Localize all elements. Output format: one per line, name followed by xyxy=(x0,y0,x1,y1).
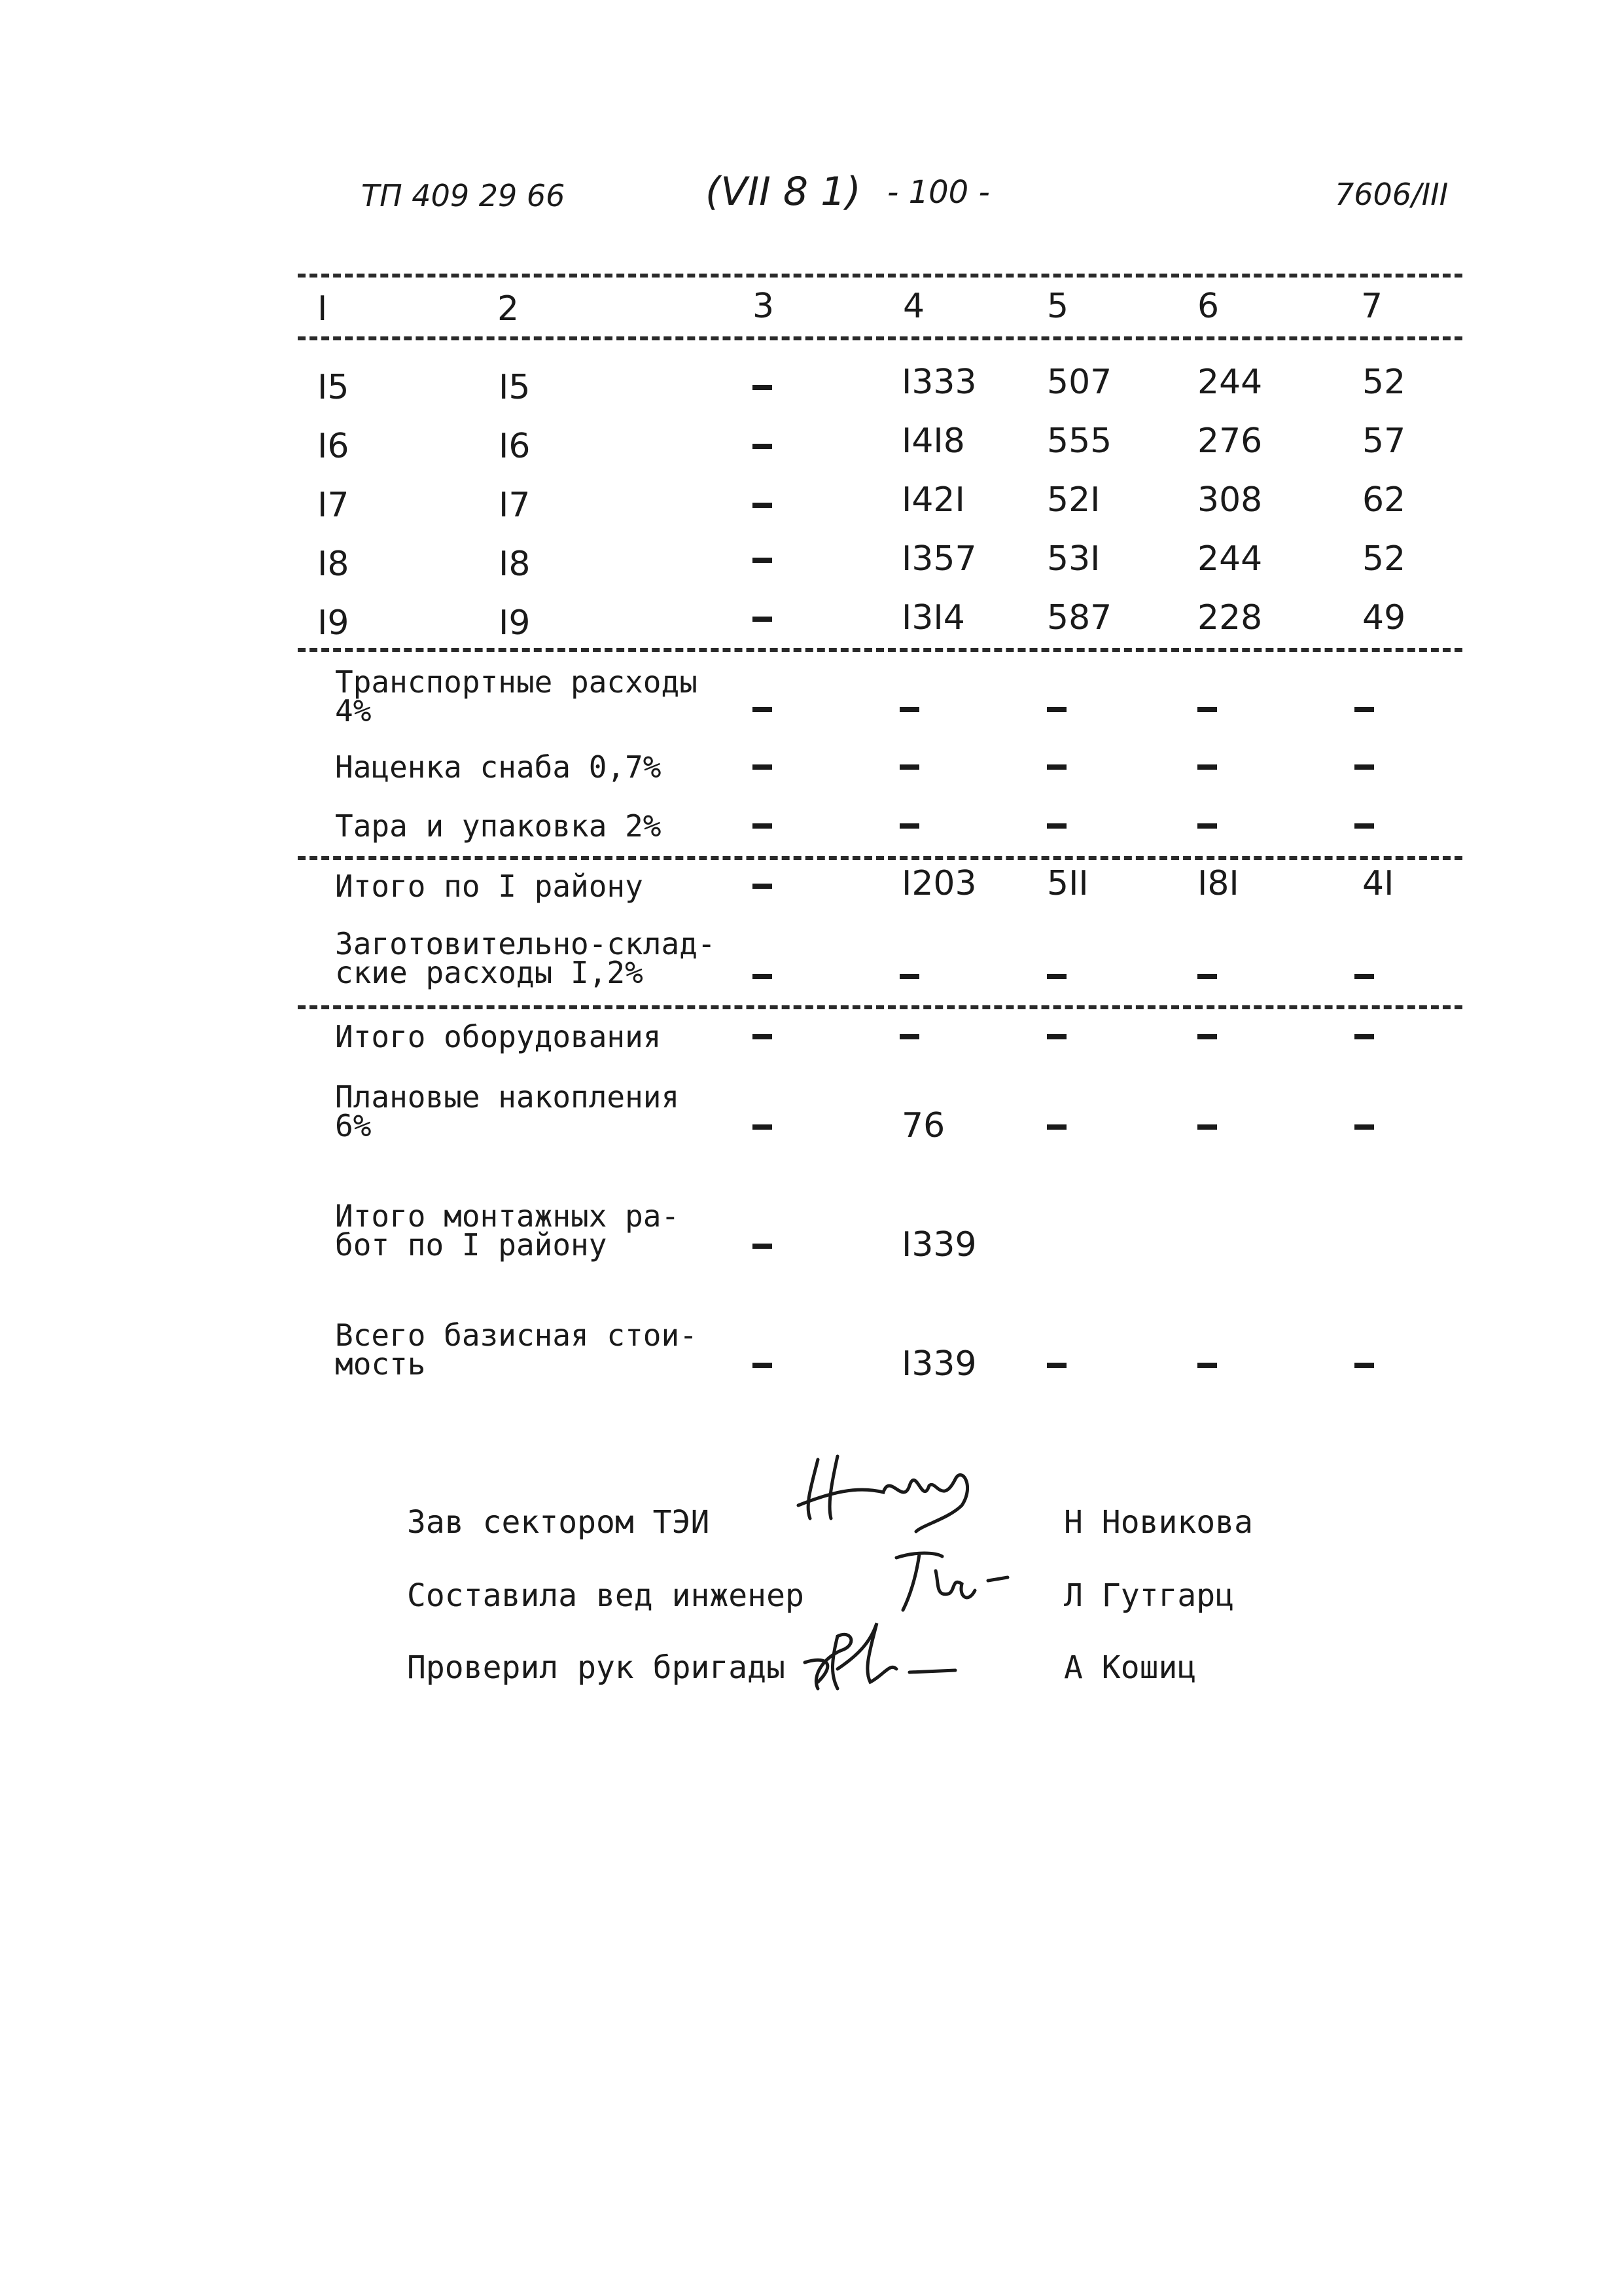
subtotal-rule xyxy=(298,856,1462,860)
cell-c5: 507 xyxy=(1047,363,1112,402)
dash xyxy=(752,707,772,712)
signature-role: Проверил рук бригады xyxy=(407,1649,785,1686)
table-top-rule xyxy=(298,274,1462,278)
dash xyxy=(900,707,919,712)
dash xyxy=(1354,1124,1374,1130)
total-region-c6: I8I xyxy=(1197,864,1239,903)
dash xyxy=(1197,1124,1217,1130)
summary-total-install-label: Итого монтажных ра- бот по I району xyxy=(335,1198,680,1263)
cell-c1: I6 xyxy=(317,427,349,466)
dash xyxy=(1047,974,1067,979)
col-header-7: 7 xyxy=(1361,287,1383,326)
dash xyxy=(1047,764,1067,770)
summary-markup-label: Наценка снаба 0,7% xyxy=(335,749,662,785)
cell-c1: I5 xyxy=(317,368,349,407)
dash xyxy=(1354,764,1374,770)
col-header-2: 2 xyxy=(497,289,520,329)
dash xyxy=(1197,707,1217,712)
dash xyxy=(752,823,772,829)
cell-c3-dash xyxy=(752,503,772,508)
cell-c2: I9 xyxy=(499,603,531,643)
handwritten-signature-icon xyxy=(798,1617,968,1702)
dash xyxy=(752,1124,772,1130)
dash xyxy=(1197,823,1217,829)
cell-c4: I333 xyxy=(902,363,977,402)
dash xyxy=(1354,707,1374,712)
handwritten-signature-icon xyxy=(792,1446,988,1538)
signature-name: А Кошиц xyxy=(1064,1649,1197,1686)
dash xyxy=(900,1034,919,1039)
dash xyxy=(752,1244,772,1249)
summary-planned-label: Плановые накопления 6% xyxy=(335,1079,680,1143)
col-header-5: 5 xyxy=(1047,287,1069,326)
cell-c7: 57 xyxy=(1362,422,1406,461)
dash xyxy=(1047,1034,1067,1039)
dash xyxy=(752,1034,772,1039)
total-region-c5: 5II xyxy=(1047,864,1089,903)
summary-transport-label: Транспортные расходы 4% xyxy=(335,664,697,728)
cell-c6: 276 xyxy=(1197,422,1263,461)
dash xyxy=(752,884,772,889)
cell-c2: I6 xyxy=(499,427,531,466)
dash xyxy=(752,974,772,979)
cell-c5: 587 xyxy=(1047,598,1112,637)
cell-c5: 52I xyxy=(1047,480,1101,520)
cell-c4: I357 xyxy=(902,539,977,579)
summary-procurement-label: Заготовительно-склад- ские расходы I,2% xyxy=(335,926,716,990)
handwritten-signature-icon xyxy=(890,1545,1021,1623)
col-header-6: 6 xyxy=(1197,287,1220,326)
cell-c2: I5 xyxy=(499,368,531,407)
equipment-rule xyxy=(298,1005,1462,1009)
rows-bottom-rule xyxy=(298,648,1462,652)
dash xyxy=(900,764,919,770)
summary-packing-label: Тара и упаковка 2% xyxy=(335,808,662,844)
cell-c7: 52 xyxy=(1362,363,1406,402)
total-region-c4: I203 xyxy=(902,864,977,903)
col-header-3: 3 xyxy=(752,287,775,326)
cell-c4: I4I8 xyxy=(902,422,965,461)
cell-c3-dash xyxy=(752,385,772,390)
planned-c4: 76 xyxy=(902,1106,945,1145)
summary-total-equipment-label: Итого оборудования xyxy=(335,1019,662,1054)
col-header-1: I xyxy=(317,289,328,329)
total-install-c4: I339 xyxy=(902,1225,977,1265)
dash xyxy=(752,764,772,770)
dash xyxy=(1197,1363,1217,1368)
header-rule xyxy=(298,336,1462,340)
cell-c7: 62 xyxy=(1362,480,1406,520)
dash xyxy=(1197,764,1217,770)
dash xyxy=(1354,823,1374,829)
document-code: ТП 409 29 66 xyxy=(361,178,565,213)
sheet-reference: (VII 8 1) xyxy=(705,169,861,215)
cell-c4: I42I xyxy=(902,480,965,520)
cell-c5: 555 xyxy=(1047,422,1112,461)
page-number: - 100 - xyxy=(887,174,990,211)
cell-c2: I7 xyxy=(499,486,531,525)
col-header-4: 4 xyxy=(903,287,925,326)
dash xyxy=(900,974,919,979)
dash xyxy=(1354,1363,1374,1368)
dash xyxy=(1047,823,1067,829)
dash xyxy=(900,823,919,829)
cell-c7: 49 xyxy=(1362,598,1406,637)
cell-c7: 52 xyxy=(1362,539,1406,579)
total-base-c4: I339 xyxy=(902,1344,977,1384)
dash xyxy=(1047,1363,1067,1368)
dash xyxy=(1197,1034,1217,1039)
cell-c6: 244 xyxy=(1197,539,1263,579)
cell-c3-dash xyxy=(752,617,772,622)
dash xyxy=(1354,974,1374,979)
cell-c6: 308 xyxy=(1197,480,1263,520)
cell-c3-dash xyxy=(752,558,772,563)
cell-c2: I8 xyxy=(499,545,531,584)
total-region-c7: 4I xyxy=(1362,864,1394,903)
dash xyxy=(1354,1034,1374,1039)
signature-role: Зав сектором ТЭИ xyxy=(407,1504,710,1541)
cell-c5: 53I xyxy=(1047,539,1101,579)
cell-c1: I8 xyxy=(317,545,349,584)
dash xyxy=(1047,707,1067,712)
cell-c6: 228 xyxy=(1197,598,1263,637)
summary-total-base-label: Всего базисная стои- мость xyxy=(335,1318,697,1382)
cell-c3-dash xyxy=(752,444,772,449)
cell-c6: 244 xyxy=(1197,363,1263,402)
cell-c4: I3I4 xyxy=(902,598,965,637)
cell-c1: I7 xyxy=(317,486,349,525)
dash xyxy=(1197,974,1217,979)
archive-number: 7606/III xyxy=(1335,177,1449,212)
dash xyxy=(1047,1124,1067,1130)
signature-name: Л Гутгарц xyxy=(1064,1577,1235,1614)
summary-total-region-label: Итого по I району xyxy=(335,869,643,904)
dash xyxy=(752,1363,772,1368)
cell-c1: I9 xyxy=(317,603,349,643)
signature-name: Н Новикова xyxy=(1064,1504,1253,1541)
signature-role: Составила вед инженер xyxy=(407,1577,804,1614)
